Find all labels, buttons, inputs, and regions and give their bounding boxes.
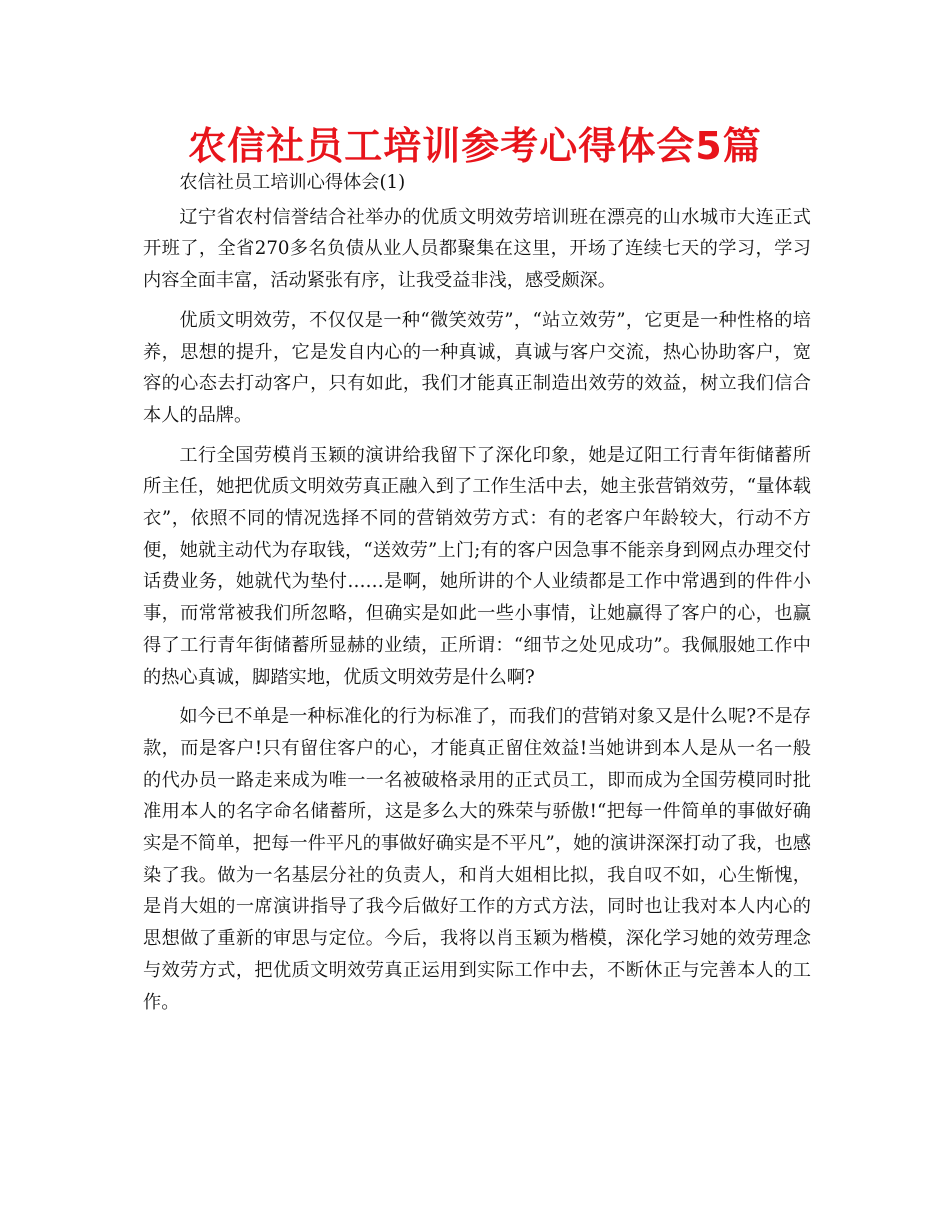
document-body [143,167,811,1026]
paragraph: 优质文明效劳，不仅仅是一种“微笑效劳”，“站立效劳”，它更是一种性格的培养，思想的提升，它是发自内心的一种真诚，真诚与客户交流，热心协助客户，宽容的心态去打动客户，只有如此，我们才能真正制造出效劳的效益，树立我们信合本人的品牌。 [143,309,811,426]
section-heading: 农信社员工培训心得体会(1) [179,172,406,193]
paragraph: 工行全国劳模肖玉颖的演讲给我留下了深化印象，她是辽阳工行青年街储蓄所所主任，她把优质文明效劳真正融入到了工作生活中去，她主张营销效劳，“量体载衣”，依照不同的情况选择不同的营销效劳方式：有的老客户年龄较大，行动不方便，她就主动代为存取钱，“送效劳”上门;有的客户因急事不能亲身到网点办理交付话费业务，她就代为垫付……是啊，她所讲的个人业绩都是工作中常遇到的件件小事，而常常被我们所忽略，但确实是如此一些小事情，让她赢得了客户的心，也赢得了工行青年街储蓄所显赫的业绩，正所谓：“细节之处见成功”。我佩服她工作中的热心真诚，脚踏实地，优质文明效劳是什么啊? [143,444,811,688]
document-title: 农信社员工培训参考心得体会5篇 [188,124,762,168]
paragraph: 如今已不单是一种标准化的行为标准了，而我们的营销对象又是什么呢?不是存款，而是客户!只有留住客户的心，才能真正留住效益!当她讲到本人是从一名一般的代办员一路走来成为唯一一名被破格录用的正式员工，即而成为全国劳模同时批准用本人的名字命名储蓄所，这是多么大的殊荣与骄傲!“把每一件简单的事做好确实是不简单，把每一件平凡的事做好确实是不平凡”，她的演讲深深打动了我，也感染了我。做为一名基层分社的负责人，和肖大姐相比拟，我自叹不如，心生惭愧，是肖大姐的一席演讲指导了我今后做好工作的方式方法，同时也让我对本人内心的思想做了重新的审思与定位。今后，我将以肖玉颖为楷模，深化学习她的效劳理念与效劳方式，把优质文明效劳真正运用到实际工作中去，不断休正与完善本人的工作。 [143,706,811,1013]
paragraph: 辽宁省农村信誉结合社举办的优质文明效劳培训班在漂亮的山水城市大连正式开班了，全省270多名负债从业人员都聚集在这里，开场了连续七天的学习，学习内容全面丰富，活动紧张有序，让我受益非浅，感受颇深。 [143,206,811,292]
